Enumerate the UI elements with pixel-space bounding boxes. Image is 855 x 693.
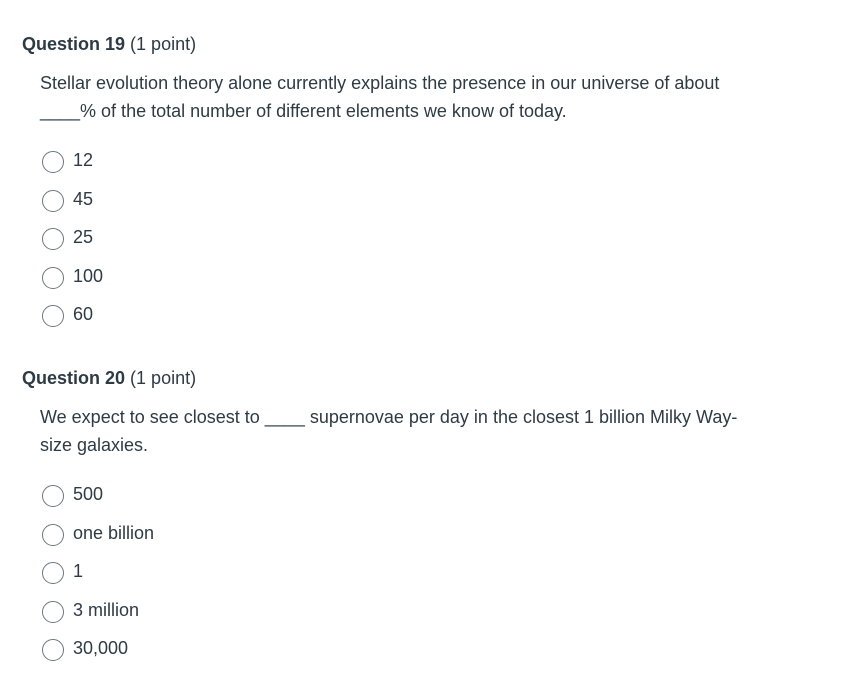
radio-button[interactable] xyxy=(42,151,64,173)
radio-button[interactable] xyxy=(42,190,64,212)
radio-button[interactable] xyxy=(42,601,64,623)
radio-button[interactable] xyxy=(42,639,64,661)
answer-options xyxy=(42,146,103,339)
radio-button[interactable] xyxy=(42,485,64,507)
question-text: Stellar evolution theory alone currently explains the presence in our universe of about ____% of the total number of different elements we know of today. xyxy=(40,73,720,121)
question-title: Question 19 xyxy=(22,34,126,54)
answer-label[interactable]: 12 xyxy=(73,150,94,170)
answer-option[interactable] xyxy=(42,557,154,596)
answer-label[interactable]: 100 xyxy=(73,265,104,286)
answer-option[interactable] xyxy=(42,634,154,673)
answer-option[interactable] xyxy=(42,519,154,558)
answer-option[interactable] xyxy=(42,480,154,519)
answer-label[interactable]: one billion xyxy=(73,522,155,543)
answer-label[interactable]: 45 xyxy=(73,188,94,209)
radio-button[interactable] xyxy=(42,305,64,327)
answer-label[interactable]: 3 million xyxy=(73,599,140,620)
answer-option[interactable] xyxy=(42,262,103,301)
question-header xyxy=(22,367,196,389)
answer-label[interactable]: 1 xyxy=(73,561,84,581)
answer-label[interactable]: 500 xyxy=(73,484,104,504)
question-title: Question 20 xyxy=(22,368,126,388)
answer-option[interactable] xyxy=(42,146,103,185)
answer-label[interactable]: 25 xyxy=(73,227,94,247)
radio-button[interactable] xyxy=(42,228,64,250)
question-header xyxy=(22,33,196,55)
radio-button[interactable] xyxy=(42,562,64,584)
question-points: (1 point) xyxy=(130,368,197,388)
answer-label[interactable]: 60 xyxy=(73,304,94,324)
radio-button[interactable] xyxy=(42,524,64,546)
answer-option[interactable] xyxy=(42,223,103,262)
answer-label[interactable]: 30,000 xyxy=(73,638,129,658)
answer-option[interactable] xyxy=(42,185,103,224)
radio-button[interactable] xyxy=(42,267,64,289)
question-points: (1 point) xyxy=(130,34,197,54)
answer-options xyxy=(42,480,154,673)
answer-option[interactable] xyxy=(42,300,103,339)
answer-option[interactable] xyxy=(42,596,154,635)
question-text: We expect to see closest to ____ supernovae per day in the closest 1 billion Milky Way-size galaxies. xyxy=(40,407,738,455)
